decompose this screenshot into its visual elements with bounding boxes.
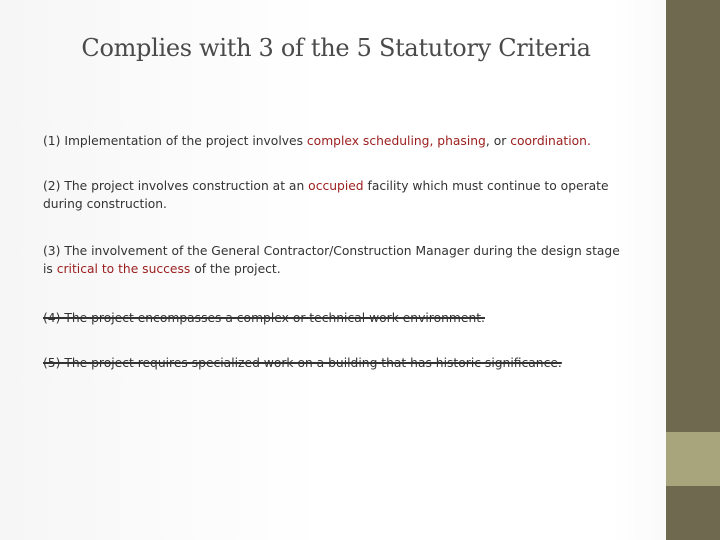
highlighted-phrase: complex scheduling, phasing <box>306 134 486 148</box>
criterion-text: (3) The involvement of the General Contractor/Construction Manager during the design stage is <box>43 244 620 276</box>
criterion-text: , or <box>485 134 511 148</box>
sidebar-bar-bottom <box>666 486 720 540</box>
sidebar-decoration <box>666 0 720 540</box>
highlighted-phrase: coordination. <box>510 134 591 148</box>
criterion-text: (2) The project involves construction at an <box>43 179 309 193</box>
criterion-4-struck <box>43 309 633 327</box>
criterion-text: (4) The project encompasses a complex or technical work environment. <box>43 311 485 325</box>
sidebar-bar-accent <box>666 432 720 486</box>
criterion-3 <box>43 242 633 278</box>
criterion-text: facility which must continue to operate during construction. <box>43 179 609 211</box>
criterion-2 <box>43 177 633 213</box>
criterion-text: (5) The project requires specialized work on a building that has historic significance. <box>43 356 562 370</box>
sidebar-bar-top <box>666 0 720 432</box>
criterion-1 <box>43 132 633 150</box>
highlighted-phrase: critical to the success <box>56 262 191 276</box>
criterion-text: (1) Implementation of the project involves <box>43 134 307 148</box>
slide-title: Complies with 3 of the 5 Statutory Criteria <box>81 34 591 62</box>
highlighted-phrase: occupied <box>308 179 364 193</box>
criterion-text: of the project. <box>190 262 281 276</box>
criterion-5-struck <box>43 354 633 372</box>
